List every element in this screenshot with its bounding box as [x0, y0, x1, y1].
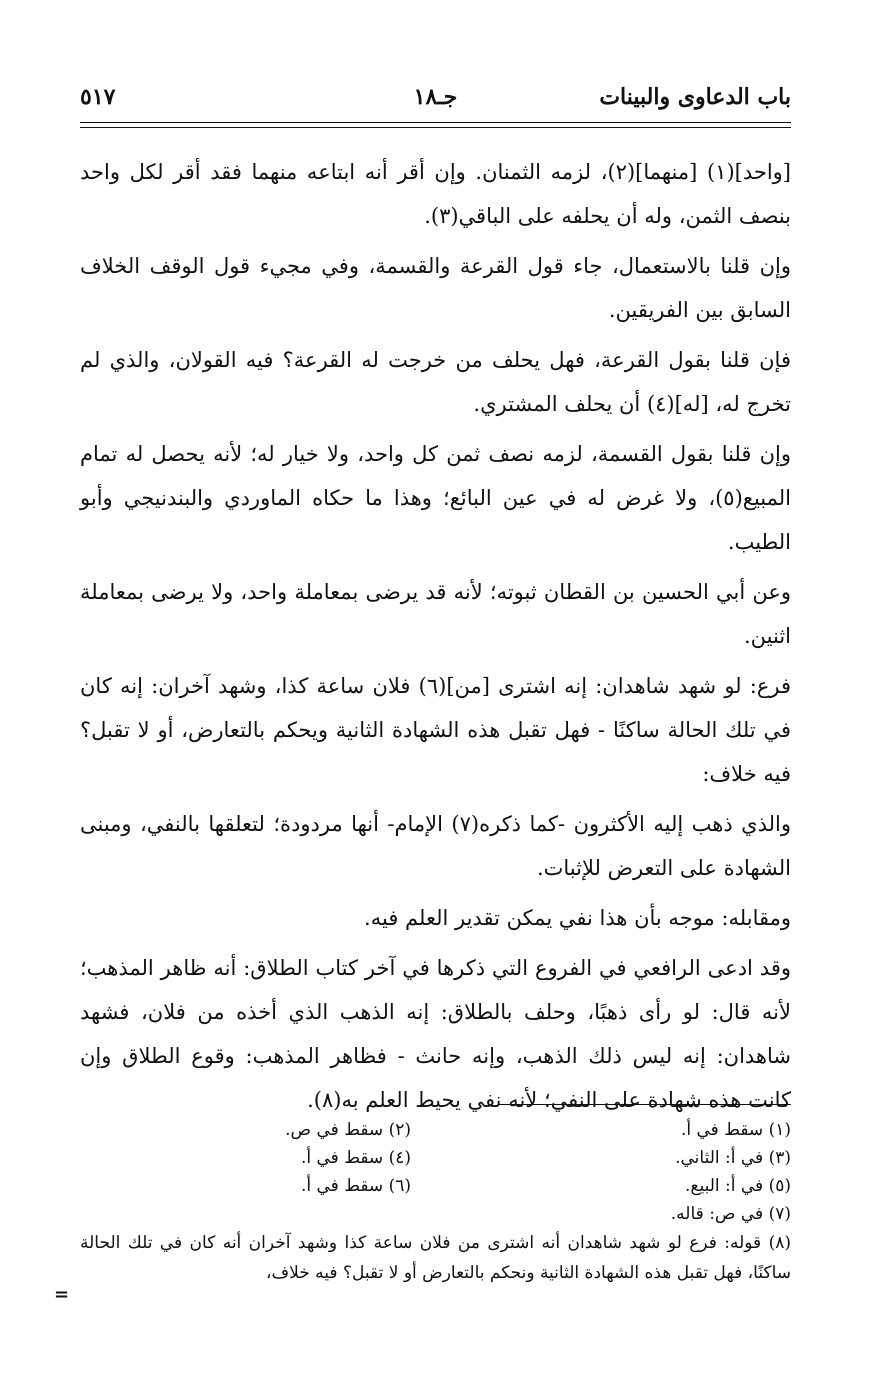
footnotes	[80, 1116, 791, 1288]
page-number: ٥١٧	[80, 84, 116, 110]
paragraph: وإن قلنا بالاستعمال، جاء قول القرعة والقسمة، وفي مجيء قول الوقف الخلاف السابق بين الفريقين.	[80, 254, 791, 322]
paragraph: والذي ذهب إليه الأكثرون -كما ذكره(٧) الإمام- أنها مردودة؛ لتعلقها بالنفي، ومبنى الشهادة على التعرض للإثبات.	[80, 812, 791, 880]
volume-label: جـ١٨	[413, 84, 458, 110]
chapter-title: باب الدعاوى والبينات	[599, 84, 791, 110]
footnote: (١) سقط في أ.	[680, 1120, 791, 1140]
footnote-grid	[80, 1116, 791, 1228]
header-divider	[80, 122, 791, 128]
continuation-mark: =	[54, 1284, 70, 1305]
footnote-divider	[499, 1104, 791, 1105]
paragraph: [واحد](١) [منهما](٢)، لزمه الثمنان. وإن أقر أنه ابتاعه منهما فقد أقر لكل واحد بنصف الثمن، وله أن يحلفه على الباقي(٣).	[80, 160, 791, 228]
paragraph: فإن قلنا بقول القرعة، فهل يحلف من خرجت له القرعة؟ فيه القولان، والذي لم تخرج له، [له](٤) أن يحلف المشتري.	[80, 348, 791, 416]
footnote: (٦) سقط في أ.	[300, 1176, 411, 1196]
footnote: (٥) في أ: البيع.	[685, 1176, 791, 1196]
paragraph: وعن أبي الحسين بن القطان ثبوته؛ لأنه قد يرضى بمعاملة واحد، ولا يرضى بمعاملة اثنين.	[80, 580, 791, 648]
footnote-spacer	[80, 1200, 411, 1228]
footnote: (٧) في ص: قاله.	[670, 1204, 791, 1224]
paragraph: فرع: لو شهد شاهدان: إنه اشترى [من](٦) فلان ساعة كذا، وشهد آخران: إنه كان في تلك الحالة ساكنًا - فهل تقبل هذه الشهادة الثانية ويحكم بالتعارض، أو لا تقبل؟ فيه خلاف:	[80, 674, 791, 786]
paragraph: وقد ادعى الرافعي في الفروع التي ذكرها في آخر كتاب الطلاق: أنه ظاهر المذهب؛ لأنه قال: لو رأى ذهبًا، وحلف بالطلاق: إنه الذهب الذي أخذه من فلان، فشهد شاهدان: إنه ليس ذلك الذهب، وإنه حانث - فظاهر المذهب: وقوع الطلاق وإن كانت هذه شهادة على النفي؛ لأنه نفي يحيط العلم به(٨).	[80, 956, 791, 1112]
footnote: (٢) سقط في ص.	[285, 1120, 411, 1140]
paragraph: ومقابله: موجه بأن هذا نفي يمكن تقدير العلم فيه.	[364, 906, 791, 930]
page-header	[80, 78, 791, 112]
main-text	[80, 150, 791, 1128]
footnote: (٣) في أ: الثاني.	[675, 1148, 791, 1168]
footnote: (٤) سقط في أ.	[300, 1148, 411, 1168]
paragraph: وإن قلنا بقول القسمة، لزمه نصف ثمن كل واحد، ولا خيار له؛ لأنه يحصل له تمام المبيع(٥)، ولا غرض له في عين البائع؛ وهذا ما حكاه الماوردي والبندنيجي وأبو الطيب.	[80, 442, 791, 554]
footnote: (٨) قوله: فرع لو شهد شاهدان أنه اشترى من فلان ساعة كذا وشهد آخران أنه كان في تلك الحالة ساكنًا، فهل تقبل هذه الشهادة الثانية ونحكم بالتعارض أو لا تقبل؟ فيه خلاف،	[80, 1233, 791, 1283]
